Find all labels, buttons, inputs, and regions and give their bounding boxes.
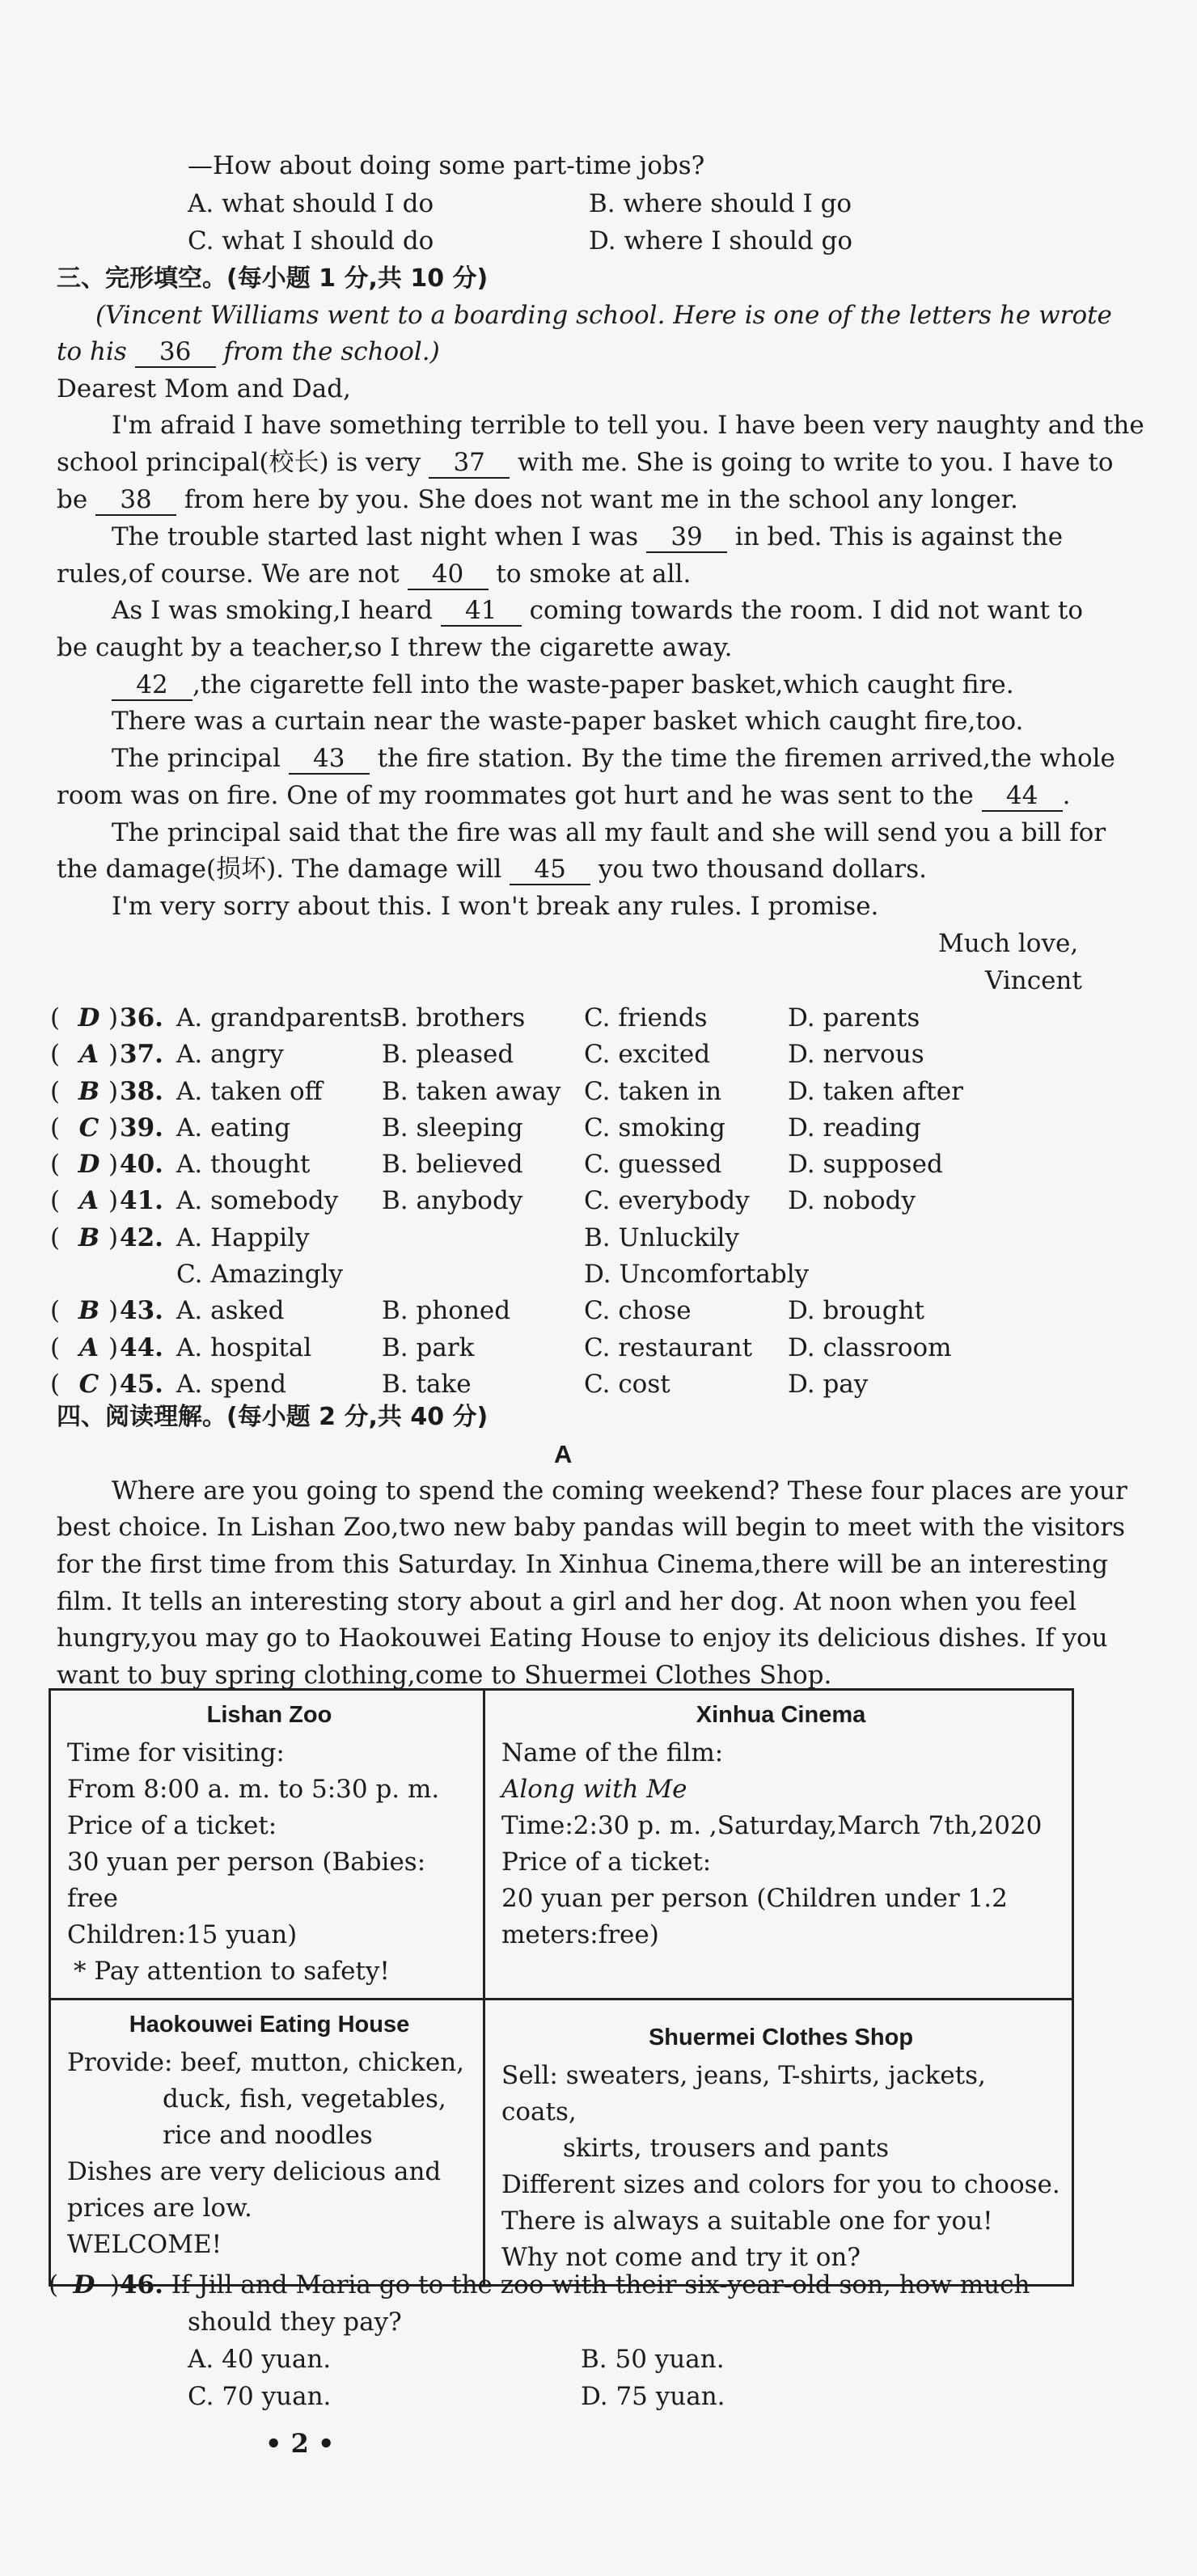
q-paren-close: ) <box>108 1370 119 1399</box>
q-answer: C <box>78 1370 99 1399</box>
q35-option-d: D. where I should go <box>589 226 853 255</box>
q-option-c: C. taken in <box>584 1077 722 1106</box>
q-option-b: B. brothers <box>382 1003 526 1033</box>
section3-heading: 三、完形填空。(每小题 1 分,共 10 分) <box>57 264 489 293</box>
blank-39: 39 <box>646 522 727 553</box>
q-option-c: C. cost <box>584 1370 670 1399</box>
clothes-line1: Sell: sweaters, jeans, T-shirts, jackets, coats, <box>501 2061 986 2126</box>
q-paren-open: ( <box>50 1370 61 1399</box>
p6-line1-b: the fire station. By the time the firemen arrived,the whole <box>377 744 1115 773</box>
cinema-line6: meters:free) <box>501 1920 659 1949</box>
q-paren-open: ( <box>50 1040 61 1069</box>
q-option-b: B. Unluckily <box>584 1223 739 1252</box>
q-option-c: C. chose <box>584 1296 692 1325</box>
blank-38: 38 <box>95 485 176 516</box>
q-option-a: A. taken off <box>176 1077 323 1106</box>
q-option-a: A. Happily <box>176 1223 310 1252</box>
eating-line6: WELCOME! <box>67 2230 222 2259</box>
p1-line3 <box>57 482 1018 518</box>
q-option-c: C. Amazingly <box>176 1260 344 1289</box>
cinema-title: Xinhua Cinema <box>696 1702 866 1728</box>
q-answer: D <box>78 1003 100 1033</box>
zoo-line3: Price of a ticket: <box>67 1811 277 1840</box>
cinema-cell <box>484 1690 1073 2000</box>
q-option-b: B. sleeping <box>382 1113 523 1142</box>
p7-line2-a: the damage(损坏). The damage will <box>57 855 502 884</box>
q-paren-close: ) <box>108 1040 119 1069</box>
p1-line3-a: be <box>57 485 88 514</box>
p6-line2-a: room was on fire. One of my roommates got hurt and he was sent to the <box>57 781 974 810</box>
passage-line-2: best choice. In Lishan Zoo,two new baby pandas will begin to meet with the visitors <box>57 1513 1126 1542</box>
section4-heading: 四、阅读理解。(每小题 2 分,共 40 分) <box>57 1403 489 1431</box>
q-option-d: D. supposed <box>788 1150 943 1179</box>
q35-option-a: A. what should I do <box>188 189 434 218</box>
passage-line-1: Where are you going to spend the coming weekend? These four places are your <box>112 1476 1127 1505</box>
passage-line-3: for the first time from this Saturday. In Xinhua Cinema,there will be an interesting <box>57 1550 1108 1579</box>
p3-line2: be caught by a teacher,so I threw the cigarette away. <box>57 633 733 662</box>
q-paren-close: ) <box>108 1003 119 1033</box>
q46-number: 46. <box>119 2270 163 2299</box>
clothes-line4: There is always a suitable one for you! <box>501 2206 993 2236</box>
letter-intro-line2 <box>57 334 440 370</box>
cinema-film-name: Along with Me <box>501 1775 687 1804</box>
q-option-d: D. taken after <box>788 1077 963 1106</box>
q-number: 39. <box>120 1113 163 1142</box>
zoo-cell <box>50 1690 484 2000</box>
eating-line5: prices are low. <box>67 2194 252 2223</box>
q-option-a: A. thought <box>176 1150 311 1179</box>
clothes-line2: skirts, trousers and pants <box>563 2134 890 2163</box>
places-info-table <box>49 1688 1074 2287</box>
letter-intro-line1: (Vincent Williams went to a boarding school. Here is one of the letters he wrote <box>95 301 1112 330</box>
p1-line2 <box>57 445 1113 481</box>
blank-43: 43 <box>289 744 370 775</box>
q-option-d: D. Uncomfortably <box>584 1260 810 1289</box>
p2-line2-a: rules,of course. We are not <box>57 560 400 589</box>
q-answer: B <box>78 1077 100 1106</box>
q-option-d: D. classroom <box>788 1333 952 1362</box>
q-option-c: C. excited <box>584 1040 711 1069</box>
p1-line1: I'm afraid I have something terrible to tell you. I have been very naughty and the <box>112 411 1144 440</box>
q-option-b: B. taken away <box>382 1077 561 1106</box>
q-option-b: B. phoned <box>382 1296 511 1325</box>
q-option-c: C. restaurant <box>584 1333 753 1362</box>
q-option-b: B. believed <box>382 1150 523 1179</box>
zoo-line2: From 8:00 a. m. to 5:30 p. m. <box>67 1775 440 1804</box>
intro-text-a: to his <box>57 337 127 366</box>
q-number: 38. <box>120 1077 163 1106</box>
q-paren-open: ( <box>50 1003 61 1033</box>
p1-line3-b: from here by you. She does not want me in the school any longer. <box>184 485 1018 514</box>
blank-41: 41 <box>441 596 522 627</box>
q46-option-c: C. 70 yuan. <box>188 2382 332 2411</box>
eating-line1: Provide: beef, mutton, chicken, <box>67 2048 465 2077</box>
q-option-a: A. angry <box>176 1040 284 1069</box>
q-number: 42. <box>120 1223 163 1252</box>
q-option-c: C. smoking <box>584 1113 725 1142</box>
p6-line1-a: The principal <box>112 744 281 773</box>
blank-40: 40 <box>408 560 489 590</box>
q46-paren-open: ( <box>49 2270 59 2299</box>
q-paren-open: ( <box>50 1223 61 1252</box>
q-option-c: C. friends <box>584 1003 708 1033</box>
q-option-b: B. anybody <box>382 1186 523 1215</box>
q-paren-close: ) <box>108 1113 119 1142</box>
q-answer: B <box>78 1223 100 1252</box>
q-option-d: D. pay <box>788 1370 869 1399</box>
q-option-d: D. reading <box>788 1113 921 1142</box>
q-option-c: C. guessed <box>584 1150 722 1179</box>
p4-line1-b: ,the cigarette fell into the waste-paper basket,which caught fire. <box>192 670 1014 699</box>
passage-line-5: hungry,you may go to Haokouwei Eating House to enjoy its delicious dishes. If you <box>57 1624 1108 1653</box>
q-paren-close: ) <box>108 1296 119 1325</box>
q-answer: D <box>78 1150 100 1179</box>
q-number: 44. <box>120 1333 163 1362</box>
p6-line2 <box>57 778 1071 814</box>
q-paren-open: ( <box>50 1296 61 1325</box>
q-number: 43. <box>120 1296 163 1325</box>
q-number: 36. <box>120 1003 163 1033</box>
q-paren-close: ) <box>108 1186 119 1215</box>
q-paren-open: ( <box>50 1186 61 1215</box>
p2-line2-b: to smoke at all. <box>496 560 692 589</box>
zoo-title: Lishan Zoo <box>206 1702 332 1728</box>
passage-label: A <box>554 1440 573 1468</box>
clothes-line5: Why not come and try it on? <box>501 2243 861 2272</box>
passage-line-4: film. It tells an interesting story about a girl and her dog. At noon when you feel <box>57 1587 1077 1616</box>
q-option-b: B. pleased <box>382 1040 514 1069</box>
q-paren-open: ( <box>50 1150 61 1179</box>
q-paren-open: ( <box>50 1113 61 1142</box>
blank-42: 42 <box>112 670 192 701</box>
eating-line2: duck, fish, vegetables, <box>163 2084 446 2114</box>
p2-line1-b: in bed. This is against the <box>734 522 1064 551</box>
eating-title: Haokouwei Eating House <box>129 2012 410 2038</box>
p2-line1-a: The trouble started last night when I was <box>112 522 639 551</box>
p3-line1-b: coming towards the room. I did not want to <box>529 596 1083 625</box>
q46-line2: should they pay? <box>188 2308 402 2337</box>
q-option-a: A. grandparents <box>176 1003 383 1033</box>
q-option-d: D. nobody <box>788 1186 916 1215</box>
zoo-line4: 30 yuan per person (Babies: free <box>67 1848 426 1913</box>
q46-text: If Jill and Maria go to the zoo with their six-year-old son, how much <box>171 2270 1030 2299</box>
q-option-d: D. brought <box>788 1296 925 1325</box>
q-option-a: A. hospital <box>176 1333 312 1362</box>
clothes-title: Shuermei Clothes Shop <box>648 2025 914 2050</box>
blank-44: 44 <box>982 781 1063 812</box>
q46-paren-close: ) <box>109 2270 120 2299</box>
q35-option-b: B. where should I go <box>589 189 852 218</box>
q46-option-d: D. 75 yuan. <box>581 2382 725 2411</box>
p5-line1: There was a curtain near the waste-paper basket which caught fire,too. <box>112 707 1024 736</box>
eating-line3: rice and noodles <box>163 2121 373 2150</box>
q-number: 37. <box>120 1040 163 1069</box>
cinema-line3: Time:2:30 p. m. ,Saturday,March 7th,2020 <box>501 1811 1043 1840</box>
q46-option-b: B. 50 yuan. <box>581 2345 725 2374</box>
zoo-line1: Time for visiting: <box>67 1738 285 1767</box>
p4-line1 <box>112 667 1014 703</box>
p3-line1-a: As I was smoking,I heard <box>112 596 433 625</box>
q-paren-open: ( <box>50 1077 61 1106</box>
blank-45: 45 <box>510 855 590 885</box>
q-answer: A <box>78 1333 99 1362</box>
q-option-a: A. eating <box>176 1113 291 1142</box>
q-option-d: D. parents <box>788 1003 920 1033</box>
p1-line2-a: school principal(校长) is very <box>57 448 421 477</box>
q-answer: B <box>78 1296 100 1325</box>
eating-cell <box>50 2000 484 2286</box>
q-answer: A <box>78 1040 99 1069</box>
clothes-cell <box>484 2000 1073 2286</box>
q-paren-close: ) <box>108 1077 119 1106</box>
passage-line-6: want to buy spring clothing,come to Shuermei Clothes Shop. <box>57 1661 832 1690</box>
q-option-a: A. somebody <box>176 1186 339 1215</box>
zoo-line5: Children:15 yuan) <box>67 1920 298 1949</box>
cinema-line1: Name of the film: <box>501 1738 724 1767</box>
q35-prompt: —How about doing some part-time jobs? <box>188 151 705 180</box>
q-option-c: C. everybody <box>584 1186 750 1215</box>
q-option-b: B. take <box>382 1370 472 1399</box>
q-option-a: A. spend <box>176 1370 287 1399</box>
letter-signature: Vincent <box>985 966 1082 995</box>
cinema-line5: 20 yuan per person (Children under 1.2 <box>501 1884 1008 1913</box>
zoo-line6: * Pay attention to safety! <box>74 1957 390 1986</box>
q-number: 40. <box>120 1150 163 1179</box>
p3-line1 <box>112 593 1083 629</box>
q-answer: C <box>78 1113 99 1142</box>
p7-line2-b: you two thousand dollars. <box>598 855 928 884</box>
p1-line2-b: with me. She is going to write to you. I have to <box>518 448 1114 477</box>
clothes-line3: Different sizes and colors for you to choose. <box>501 2170 1060 2199</box>
q-paren-close: ) <box>108 1150 119 1179</box>
q46-answer: D <box>73 2270 95 2299</box>
q46-option-a: A. 40 yuan. <box>188 2345 332 2374</box>
cinema-line4: Price of a ticket: <box>501 1848 712 1877</box>
p6-line1 <box>112 741 1115 777</box>
q-paren-close: ) <box>108 1333 119 1362</box>
blank-37: 37 <box>429 448 510 479</box>
p7-line2 <box>57 851 927 888</box>
intro-text-b: from the school.) <box>223 337 440 366</box>
q46-line1 <box>49 2267 1030 2304</box>
eating-line4: Dishes are very delicious and <box>67 2157 442 2186</box>
q-option-a: A. asked <box>176 1296 285 1325</box>
q35-option-c: C. what I should do <box>188 226 434 255</box>
q-option-d: D. nervous <box>788 1040 924 1069</box>
p2-line1 <box>112 519 1063 555</box>
q-paren-close: ) <box>108 1223 119 1252</box>
p7-line1: The principal said that the fire was all my fault and she will send you a bill for <box>112 818 1106 847</box>
letter-greeting: Dearest Mom and Dad, <box>57 374 351 403</box>
blank-36: 36 <box>135 337 216 368</box>
q-paren-open: ( <box>50 1333 61 1362</box>
q-number: 45. <box>120 1370 163 1399</box>
letter-closing: Much love, <box>938 929 1079 958</box>
p2-line2 <box>57 556 691 593</box>
p8-line1: I'm very sorry about this. I won't break any rules. I promise. <box>112 892 879 921</box>
q-answer: A <box>78 1186 99 1215</box>
p6-line2-b: . <box>1062 781 1071 810</box>
q-number: 41. <box>120 1186 163 1215</box>
page-number: • 2 • <box>265 2428 335 2459</box>
q-option-b: B. park <box>382 1333 475 1362</box>
